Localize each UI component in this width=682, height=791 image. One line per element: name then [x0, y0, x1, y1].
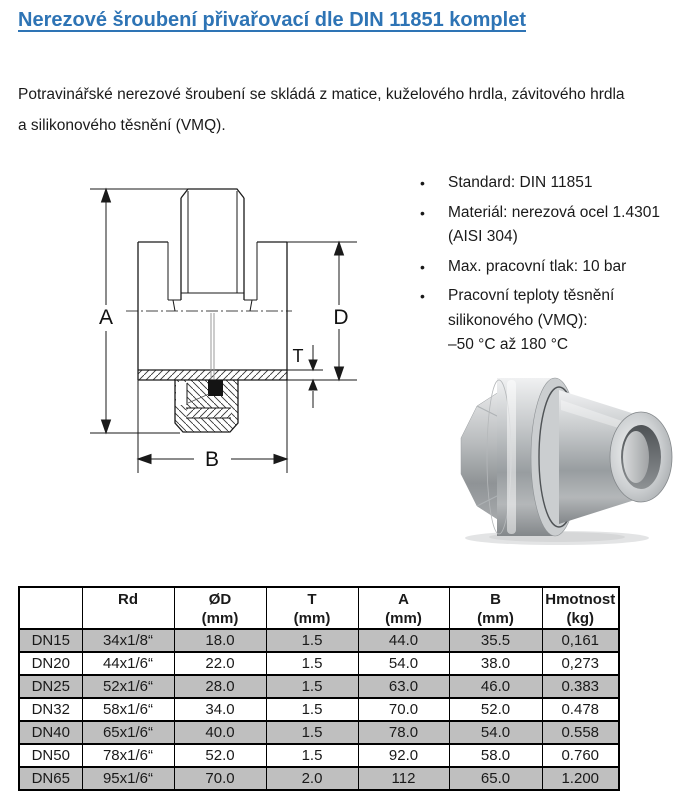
cell-kg: 0.760 — [542, 744, 619, 767]
cell-a: 78.0 — [358, 721, 449, 744]
cell-dn: DN65 — [19, 767, 82, 790]
cell-rd: 78x1/6“ — [82, 744, 174, 767]
flange-hatch — [139, 371, 287, 381]
cell-t: 1.5 — [266, 675, 358, 698]
cell-b: 46.0 — [449, 675, 542, 698]
cell-t: 1.5 — [266, 629, 358, 652]
cell-dn: DN25 — [19, 675, 82, 698]
cell-rd: 52x1/6“ — [82, 675, 174, 698]
cell-rd: 95x1/6“ — [82, 767, 174, 790]
intro-line: a silikonového těsnění (VMQ). — [18, 117, 226, 134]
bullet-item — [420, 255, 682, 280]
table-row — [19, 675, 619, 698]
cell-a: 92.0 — [358, 744, 449, 767]
col-header-dn — [19, 587, 82, 629]
table-row — [19, 698, 619, 721]
table-row — [19, 767, 619, 790]
cell-t: 1.5 — [266, 652, 358, 675]
cell-dn: DN15 — [19, 629, 82, 652]
col-header-od: ØD (mm) — [174, 587, 266, 629]
bore-inner-wall — [623, 431, 649, 483]
table-row — [19, 629, 619, 652]
bullet-item — [420, 284, 682, 358]
spec-bullet-list — [420, 171, 682, 363]
cell-t: 2.0 — [266, 767, 358, 790]
cell-kg: 0.558 — [542, 721, 619, 744]
cell-od: 18.0 — [174, 629, 266, 652]
technical-drawing — [60, 165, 380, 495]
cell-dn: DN20 — [19, 652, 82, 675]
cell-a: 54.0 — [358, 652, 449, 675]
cell-od: 70.0 — [174, 767, 266, 790]
col-header-rd: Rd — [82, 587, 174, 629]
cell-a: 44.0 — [358, 629, 449, 652]
col-header-a: A (mm) — [358, 587, 449, 629]
col-header-t: T (mm) — [266, 587, 358, 629]
cell-a: 63.0 — [358, 675, 449, 698]
cell-rd: 58x1/6“ — [82, 698, 174, 721]
cell-b: 65.0 — [449, 767, 542, 790]
cell-dn: DN50 — [19, 744, 82, 767]
cell-rd: 65x1/6“ — [82, 721, 174, 744]
bullet-icon: • — [420, 288, 425, 304]
spec-table — [18, 586, 620, 791]
page-title[interactable]: Nerezové šroubení přivařovací dle DIN 11851 komplet — [18, 9, 526, 31]
cell-a: 112 — [358, 767, 449, 790]
cell-t: 1.5 — [266, 698, 358, 721]
bullet-item — [420, 201, 682, 250]
cell-kg: 0,273 — [542, 652, 619, 675]
cell-b: 38.0 — [449, 652, 542, 675]
cell-dn: DN32 — [19, 698, 82, 721]
table-row — [19, 744, 619, 767]
cell-od: 40.0 — [174, 721, 266, 744]
cell-rd: 34x1/8“ — [82, 629, 174, 652]
dim-label-b: B — [204, 448, 220, 471]
cell-t: 1.5 — [266, 744, 358, 767]
cell-od: 28.0 — [174, 675, 266, 698]
intro-paragraph — [18, 79, 625, 141]
bullet-text: Standard: DIN 11851 — [448, 174, 593, 191]
cell-b: 52.0 — [449, 698, 542, 721]
table-row — [19, 721, 619, 744]
dim-label-t: T — [292, 346, 304, 366]
cell-od: 34.0 — [174, 698, 266, 721]
product-photo — [445, 370, 670, 555]
nut-highlight — [507, 380, 516, 534]
bullet-icon: • — [420, 175, 425, 191]
nut-band-hatch — [187, 409, 232, 419]
table-row — [19, 652, 619, 675]
bullet-item — [420, 171, 682, 196]
table-header-row — [19, 587, 619, 629]
cell-kg: 0,161 — [542, 629, 619, 652]
gasket-seal — [208, 380, 223, 396]
nut-bore-notch — [176, 382, 187, 405]
cell-b: 35.5 — [449, 629, 542, 652]
cell-b: 58.0 — [449, 744, 542, 767]
bullet-text: Max. pracovní tlak: 10 bar — [448, 257, 627, 275]
dim-label-a: A — [98, 306, 114, 329]
cell-rd: 44x1/6“ — [82, 652, 174, 675]
cell-kg: 0.478 — [542, 698, 619, 721]
cell-a: 70.0 — [358, 698, 449, 721]
cell-od: 52.0 — [174, 744, 266, 767]
cell-kg: 0.383 — [542, 675, 619, 698]
cell-t: 1.5 — [266, 721, 358, 744]
bullet-text: Materiál: nerezová ocel 1.4301 (AISI 304) — [448, 203, 660, 245]
cell-od: 22.0 — [174, 652, 266, 675]
dim-label-d: D — [333, 306, 349, 329]
col-header-b: B (mm) — [449, 587, 542, 629]
bullet-text: Pracovní teploty těsnění silikonového (VMQ): –50 °C až 180 °C — [448, 287, 615, 353]
cell-kg: 1.200 — [542, 767, 619, 790]
cell-b: 54.0 — [449, 721, 542, 744]
intro-line: Potravinářské nerezové šroubení se skládá z matice, kuželového hrdla, závitového hrdla — [18, 86, 625, 103]
bullet-icon: • — [420, 204, 425, 221]
cell-dn: DN40 — [19, 721, 82, 744]
bullet-icon: • — [420, 258, 425, 275]
col-header-kg: Hmotnost (kg) — [542, 587, 619, 629]
